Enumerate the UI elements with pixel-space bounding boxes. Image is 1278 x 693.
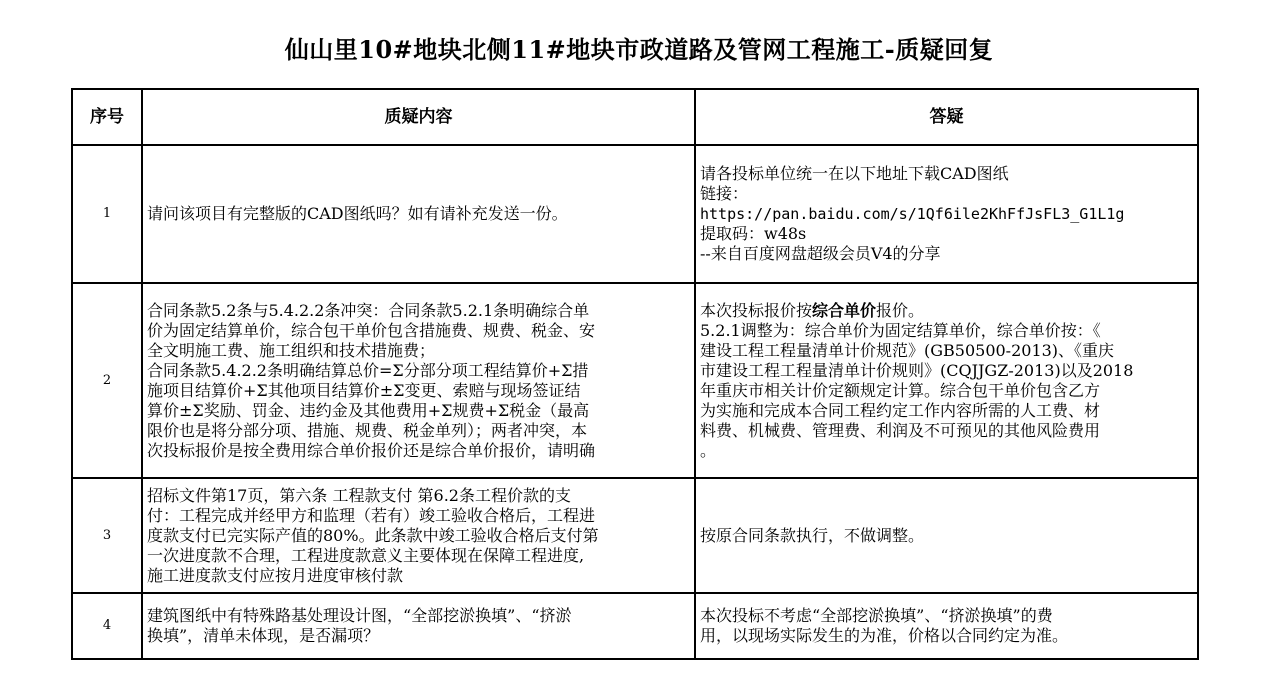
answer-line: 5.2.1调整为：综合单价为固定结算单价，综合单价按：《 [700, 320, 1101, 340]
answer-emphasis: 综合单价 [812, 300, 877, 320]
question-line: 价为固定结算单价，综合包干单价包含措施费、规费、税金、安 [147, 320, 596, 340]
answer-line [700, 301, 1193, 321]
answer-line: 料费、机械费、管理费、利润及不可预见的其他风险费用 [700, 420, 1101, 440]
header-no: 序号 [72, 89, 142, 145]
question-line: 算价±Σ奖励、罚金、违约金及其他费用+Σ规费+Σ税金（最高 [147, 400, 590, 420]
question-line: 请问该项目有完整版的CAD图纸吗？如有请补充发送一份。 [147, 204, 568, 223]
answer-cell [695, 478, 1198, 593]
question-cell [142, 145, 695, 283]
answer-line: 为实施和完成本合同工程约定工作内容所需的人工费、材 [700, 400, 1101, 420]
table-row [72, 145, 1198, 283]
answer-line: 。 [700, 440, 717, 460]
answer-line: 链接： [700, 184, 749, 203]
answer-line: 请各投标单位统一在以下地址下载CAD图纸 [700, 164, 1009, 183]
answer-line: 提取码：w48s [700, 224, 807, 243]
header-answer: 答疑 [695, 89, 1198, 145]
question-cell [142, 478, 695, 593]
answer-line: 建设工程工程量清单计价规范》(GB50500-2013)、《重庆 [700, 340, 1115, 360]
question-line: 合同条款5.4.2.2条明确结算总价=Σ分部分项工程结算价+Σ措 [147, 360, 589, 380]
row-number: 1 [72, 145, 142, 283]
row-number: 4 [72, 593, 142, 659]
row-number: 3 [72, 478, 142, 593]
document-title: 仙山里10#地块北侧11#地块市政道路及管网工程施工-质疑回复 [284, 35, 994, 64]
answer-text: 本次投标报价按 [700, 300, 813, 320]
answer-cell [695, 593, 1198, 659]
row-number: 2 [72, 283, 142, 478]
answer-cell [695, 145, 1198, 283]
question-line: 一次进度款不合理，工程进度款意义主要体现在保障工程进度, [147, 545, 585, 565]
answer-line: 按原合同条款执行，不做调整。 [700, 525, 925, 545]
answer-line: 本次投标不考虑“全部挖淤换填”、“挤淤换填”的费 [700, 606, 1053, 625]
answer-line: 用，以现场实际发生的为准，价格以合同约定为准。 [700, 626, 1069, 645]
question-line: 次投标报价是按全费用综合单价报价还是综合单价报价，请明确 [147, 440, 596, 460]
question-line: 施工进度款支付应按月进度审核付款 [147, 565, 404, 585]
question-line: 建筑图纸中有特殊路基处理设计图，“全部挖淤换填”、“挤淤 [147, 606, 572, 625]
question-cell [142, 283, 695, 478]
question-line: 合同条款5.2条与5.4.2.2条冲突：合同条款5.2.1条明确综合单 [147, 300, 590, 320]
table-header-row [72, 89, 1198, 145]
question-line: 招标文件第17页，第六条 工程款支付 第6.2条工程价款的支 [147, 485, 571, 505]
question-line: 付：工程完成并经甲方和监理（若有）竣工验收合格后，工程进 [147, 505, 596, 525]
table-row [72, 593, 1198, 659]
answer-cell [695, 283, 1198, 478]
question-line: 换填”，清单未体现，是否漏项？ [147, 626, 380, 645]
question-cell [142, 593, 695, 659]
header-question: 质疑内容 [142, 89, 695, 145]
answer-line: 市建设工程工程量清单计价规则》(CQJJGZ-2013)以及2018 [700, 360, 1134, 380]
qa-table [71, 88, 1199, 660]
question-line: 全文明施工费、施工组织和技术措施费； [147, 340, 436, 360]
table-row [72, 283, 1198, 478]
question-line: 限价也是将分部分项、措施、规费、税金单列）；两者冲突，本 [147, 420, 588, 440]
download-link[interactable]: https://pan.baidu.com/s/1Qf6ile2KhFfJsFL3_G1L1g [700, 205, 1125, 223]
answer-line: 年重庆市相关计价定额规定计算。综合包干单价包含乙方 [700, 380, 1101, 400]
table-row [72, 478, 1198, 593]
answer-line: --来自百度网盘超级会员V4的分享 [700, 244, 941, 263]
question-line: 度款支付已完实际产值的80%。此条款中竣工验收合格后支付第 [147, 525, 599, 545]
answer-text: 报价。 [876, 300, 925, 320]
question-line: 施项目结算价+Σ其他项目结算价±Σ变更、索赔与现场签证结 [147, 380, 581, 400]
